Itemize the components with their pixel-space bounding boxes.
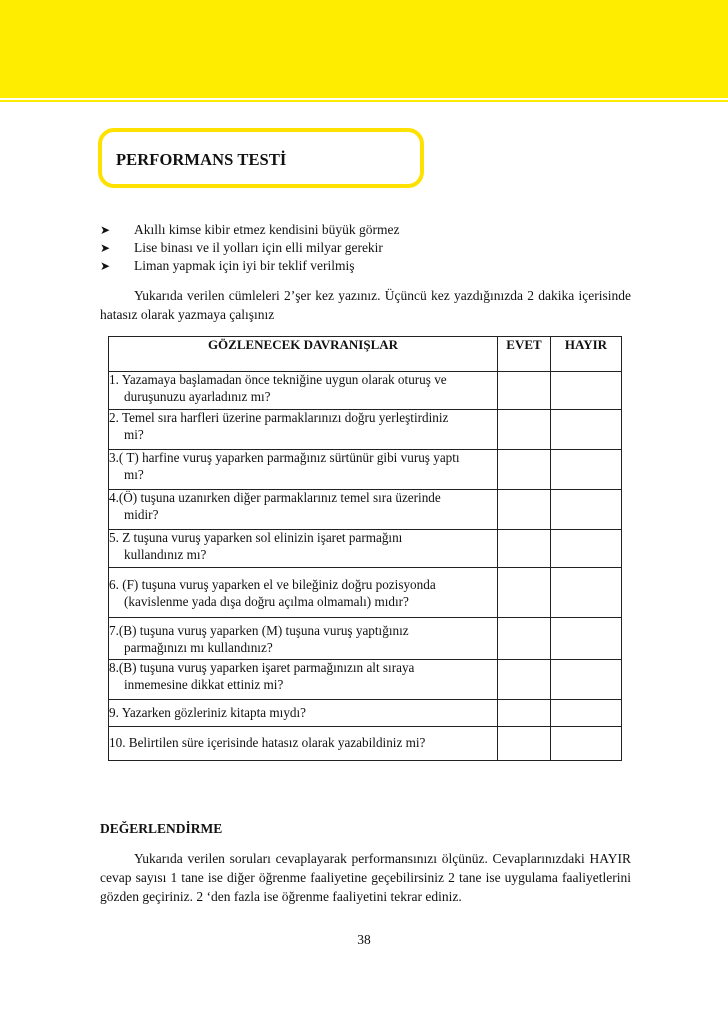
- behavior-text-line2: parmağınızı mı kullandınız?: [124, 639, 273, 655]
- list-item: [100, 257, 640, 275]
- behavior-cell: [109, 700, 498, 727]
- behavior-text-line1: 1. Yazamaya başlamadan önce tekniğine uygun olarak oturuş ve: [109, 372, 447, 387]
- arrowhead-bullet-icon: ➤: [100, 259, 111, 273]
- table-row: [109, 568, 622, 618]
- no-checkbox-cell[interactable]: [551, 490, 622, 530]
- behavior-text-line2: (kavislenme yada dışa doğru açılma olmamalı) mıdır?: [124, 593, 409, 609]
- behavior-cell: [109, 727, 498, 761]
- no-checkbox-cell[interactable]: [551, 450, 622, 490]
- yes-column-header: EVET: [498, 337, 551, 372]
- no-checkbox-cell[interactable]: [551, 700, 622, 727]
- table-row: [109, 410, 622, 450]
- behavior-cell: [109, 372, 498, 410]
- behavior-text-line1: 3.( T) harfine vuruş yaparken parmağınız sürtünür gibi vuruş yaptı: [109, 450, 460, 465]
- evaluation-heading: DEĞERLENDİRME: [100, 821, 223, 836]
- evaluation-paragraph: Yukarıda verilen soruları cevaplayarak performansınızı ölçünüz. Cevaplarınızdaki HAYIR cevap sayısı 1 tane ise diğer öğrenme faaliyetine geçebilirsiniz 2 tane ise uygulama faaliyetlerini gözden geçiriniz. 2 ‘den fazla ise öğrenme faaliyetini tekrar ediniz.: [100, 851, 631, 904]
- behavior-cell: [109, 410, 498, 450]
- no-checkbox-cell[interactable]: [551, 660, 622, 700]
- behaviors-column-header: GÖZLENECEK DAVRANIŞLAR: [109, 337, 498, 372]
- no-checkbox-cell[interactable]: [551, 530, 622, 568]
- no-column-header: HAYIR: [551, 337, 622, 372]
- page-number: 38: [357, 932, 371, 947]
- no-checkbox-cell[interactable]: [551, 372, 622, 410]
- table-header-row: [109, 337, 622, 372]
- yes-checkbox-cell[interactable]: [498, 490, 551, 530]
- yes-checkbox-cell[interactable]: [498, 660, 551, 700]
- yes-checkbox-cell[interactable]: [498, 618, 551, 660]
- no-checkbox-cell[interactable]: [551, 410, 622, 450]
- instruction-paragraph: Yukarıda verilen cümleleri 2’şer kez yazınız. Üçüncü kez yazdığınızda 2 dakika içerisinde hatasız olarak yazmaya çalışınız: [100, 288, 631, 322]
- yes-checkbox-cell[interactable]: [498, 372, 551, 410]
- table-row: [109, 530, 622, 568]
- table-row: [109, 450, 622, 490]
- behavior-cell: [109, 618, 498, 660]
- header-divider: [0, 100, 728, 102]
- behavior-text-line1: 2. Temel sıra harfleri üzerine parmaklarınızı doğru yerleştirdiniz: [109, 410, 449, 425]
- behavior-cell: [109, 660, 498, 700]
- sentence-list: [100, 221, 640, 275]
- behavior-text-line1: 4.(Ö) tuşuna uzanırken diğer parmaklarınız temel sıra üzerinde: [109, 490, 441, 505]
- behavior-text-line1: 8.(B) tuşuna vuruş yaparken işaret parmağınızın alt sıraya: [109, 660, 415, 675]
- no-checkbox-cell[interactable]: [551, 727, 622, 761]
- behavior-text-line1: 5. Z tuşuna vuruş yaparken sol elinizin işaret parmağını: [109, 530, 403, 545]
- list-item: [100, 239, 640, 257]
- yes-checkbox-cell[interactable]: [498, 450, 551, 490]
- yes-checkbox-cell[interactable]: [498, 727, 551, 761]
- table-row: [109, 618, 622, 660]
- behavior-text-line1: 9. Yazarken gözleriniz kitapta mıydı?: [109, 704, 307, 720]
- behavior-cell: [109, 568, 498, 618]
- yes-checkbox-cell[interactable]: [498, 410, 551, 450]
- table-row: [109, 700, 622, 727]
- list-item-text: Liman yapmak için iyi bir teklif verilmiş: [134, 258, 355, 273]
- behavior-cell: [109, 490, 498, 530]
- header-banner: [0, 0, 728, 98]
- list-item: [100, 221, 640, 239]
- behavior-text-line2: mi?: [124, 426, 144, 442]
- behavior-text-line2: midir?: [124, 506, 159, 522]
- no-checkbox-cell[interactable]: [551, 568, 622, 618]
- list-item-text: Akıllı kimse kibir etmez kendisini büyük görmez: [134, 222, 400, 237]
- table-row: [109, 372, 622, 410]
- arrowhead-bullet-icon: ➤: [100, 223, 111, 237]
- table-row: [109, 727, 622, 761]
- behavior-text-line2: duruşunuzu ayarladınız mı?: [124, 388, 271, 404]
- behavior-cell: [109, 530, 498, 568]
- behavior-text-line1: 10. Belirtilen süre içerisinde hatasız olarak yazabildiniz mi?: [109, 735, 426, 751]
- arrowhead-bullet-icon: ➤: [100, 241, 111, 255]
- yes-checkbox-cell[interactable]: [498, 568, 551, 618]
- behavior-text-line1: 7.(B) tuşuna vuruş yaparken (M) tuşuna vuruş yaptığınız: [109, 623, 409, 638]
- table-row: [109, 490, 622, 530]
- no-checkbox-cell[interactable]: [551, 618, 622, 660]
- table-row: [109, 660, 622, 700]
- behavior-cell: [109, 450, 498, 490]
- list-item-text: Lise binası ve il yolları için elli milyar gerekir: [134, 240, 383, 255]
- page-title: PERFORMANS TESTİ: [116, 150, 287, 169]
- evaluation-table: [108, 336, 622, 761]
- performance-test-frame: [98, 128, 424, 188]
- yes-checkbox-cell[interactable]: [498, 530, 551, 568]
- behavior-text-line1: 6. (F) tuşuna vuruş yaparken el ve bileğiniz doğru pozisyonda: [109, 577, 436, 592]
- behavior-text-line2: inmemesine dikkat ettiniz mi?: [124, 676, 284, 692]
- yes-checkbox-cell[interactable]: [498, 700, 551, 727]
- behavior-text-line2: mı?: [124, 466, 144, 482]
- behavior-text-line2: kullandınız mı?: [124, 546, 207, 562]
